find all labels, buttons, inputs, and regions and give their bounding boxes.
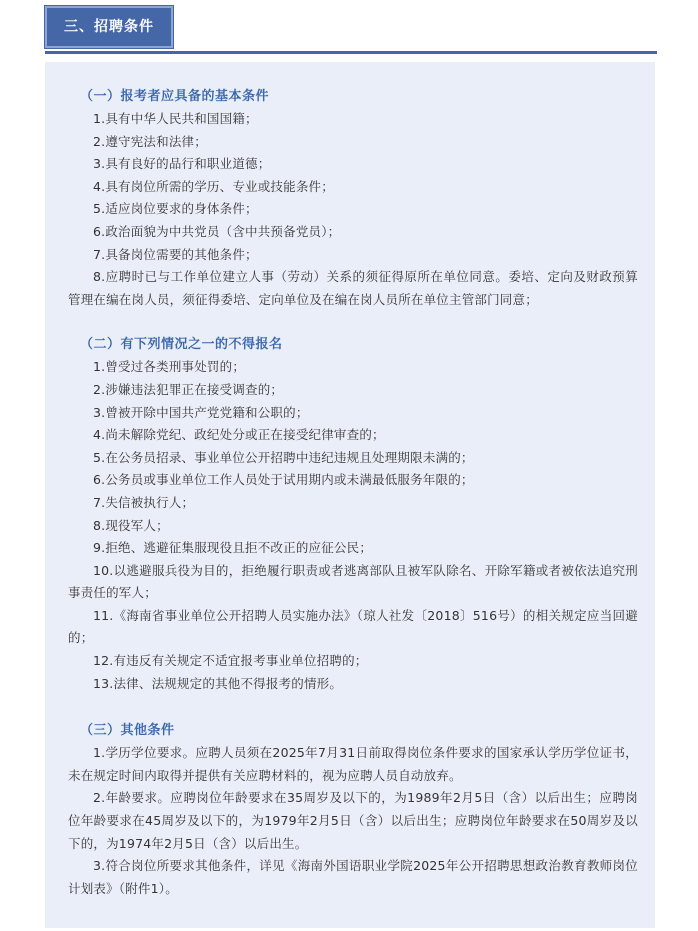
list-item: 1.具有中华人民共和国国籍；	[93, 111, 258, 126]
list-item: 6.公务员或事业单位工作人员处于试用期内或未满最低服务年限的；	[93, 472, 474, 488]
list-item: 5.在公务员招录、事业单位公开招聘中违纪违规且处理期限未满的；	[93, 449, 474, 465]
section-header-title: 三、招聘条件	[64, 19, 154, 35]
list-item: 3.符合岗位所要求其他条件，详见《海南外国语职业学院2025年公开招聘思想政治教育教师岗位计划表》（附件1）。	[68, 858, 638, 896]
list-item: 3.具有良好的品行和职业道德；	[93, 156, 271, 172]
list-item: 2.遵守宪法和法律；	[93, 133, 207, 149]
list-item: 4.具有岗位所需的学历、专业或技能条件；	[93, 178, 334, 194]
section-basic-conditions	[68, 85, 638, 311]
list-item: 12.有违反有关规定不适宜报考事业单位招聘的；	[93, 653, 368, 669]
list-item: 1.曾受过各类刑事处罚的；	[93, 359, 246, 375]
section-disqualifications	[68, 333, 638, 695]
list-item: 4.尚未解除党纪、政纪处分或正在接受纪律审查的；	[93, 427, 385, 443]
list-item: 9.拒绝、逃避征集服现役且拒不改正的应征公民；	[93, 540, 373, 556]
section-heading: （二）有下列情况之一的不得报名	[80, 337, 283, 353]
list-item: 3.曾被开除中国共产党党籍和公职的；	[93, 404, 309, 420]
list-item: 10.以逃避服兵役为目的，拒绝履行职责或者逃离部队且被军队除名、开除军籍或者被依法追究刑事责任的军人；	[68, 562, 638, 601]
list-item: 2.涉嫌违法犯罪正在接受调查的；	[93, 381, 284, 397]
content-body	[68, 85, 638, 900]
section-heading: （三）其他条件	[80, 723, 175, 739]
list-item: 8.现役军人；	[93, 517, 169, 533]
section-heading: （一）报考者应具备的基本条件	[80, 89, 270, 104]
section-header-rule	[45, 51, 657, 54]
list-item: 2.年龄要求。应聘岗位年龄要求在35周岁及以下的，为1989年2月5日（含）以后出生；应聘岗位年龄要求在45周岁及以下的，为1979年2月5日（含）以后出生；应聘岗位年龄要求在50周岁及以下的，为1974年2月5日（含）以后出生。	[68, 790, 638, 851]
content-panel	[45, 62, 655, 928]
list-item: 11.《海南省事业单位公开招聘人员实施办法》（琼人社发〔2018〕516号）的相关规定应当回避的；	[68, 607, 638, 646]
section-other-conditions	[68, 719, 638, 900]
section-header	[45, 6, 657, 56]
list-item: 13.法律、法规规定的其他不得报考的情形。	[93, 675, 343, 691]
list-item: 1.学历学位要求。应聘人员须在2025年7月31日前取得岗位条件要求的国家承认学历学位证书，未在规定时间内取得并提供有关应聘材料的，视为应聘人员自动放弃。	[68, 745, 638, 783]
list-item: 5.适应岗位要求的身体条件；	[93, 201, 258, 217]
spacer	[68, 695, 638, 719]
list-item: 7.具备岗位需要的其他条件；	[93, 246, 258, 262]
list-item: 8.应聘时已与工作单位建立人事（劳动）关系的须征得原所在单位同意。委培、定向及财政预算管理在编在岗人员，须征得委培、定向单位及在编在岗人员所在单位主管部门同意；	[68, 269, 638, 307]
spacer	[68, 311, 638, 333]
list-item: 7.失信被执行人；	[93, 494, 195, 510]
list-item: 6.政治面貌为中共党员（含中共预备党员）；	[93, 223, 341, 239]
